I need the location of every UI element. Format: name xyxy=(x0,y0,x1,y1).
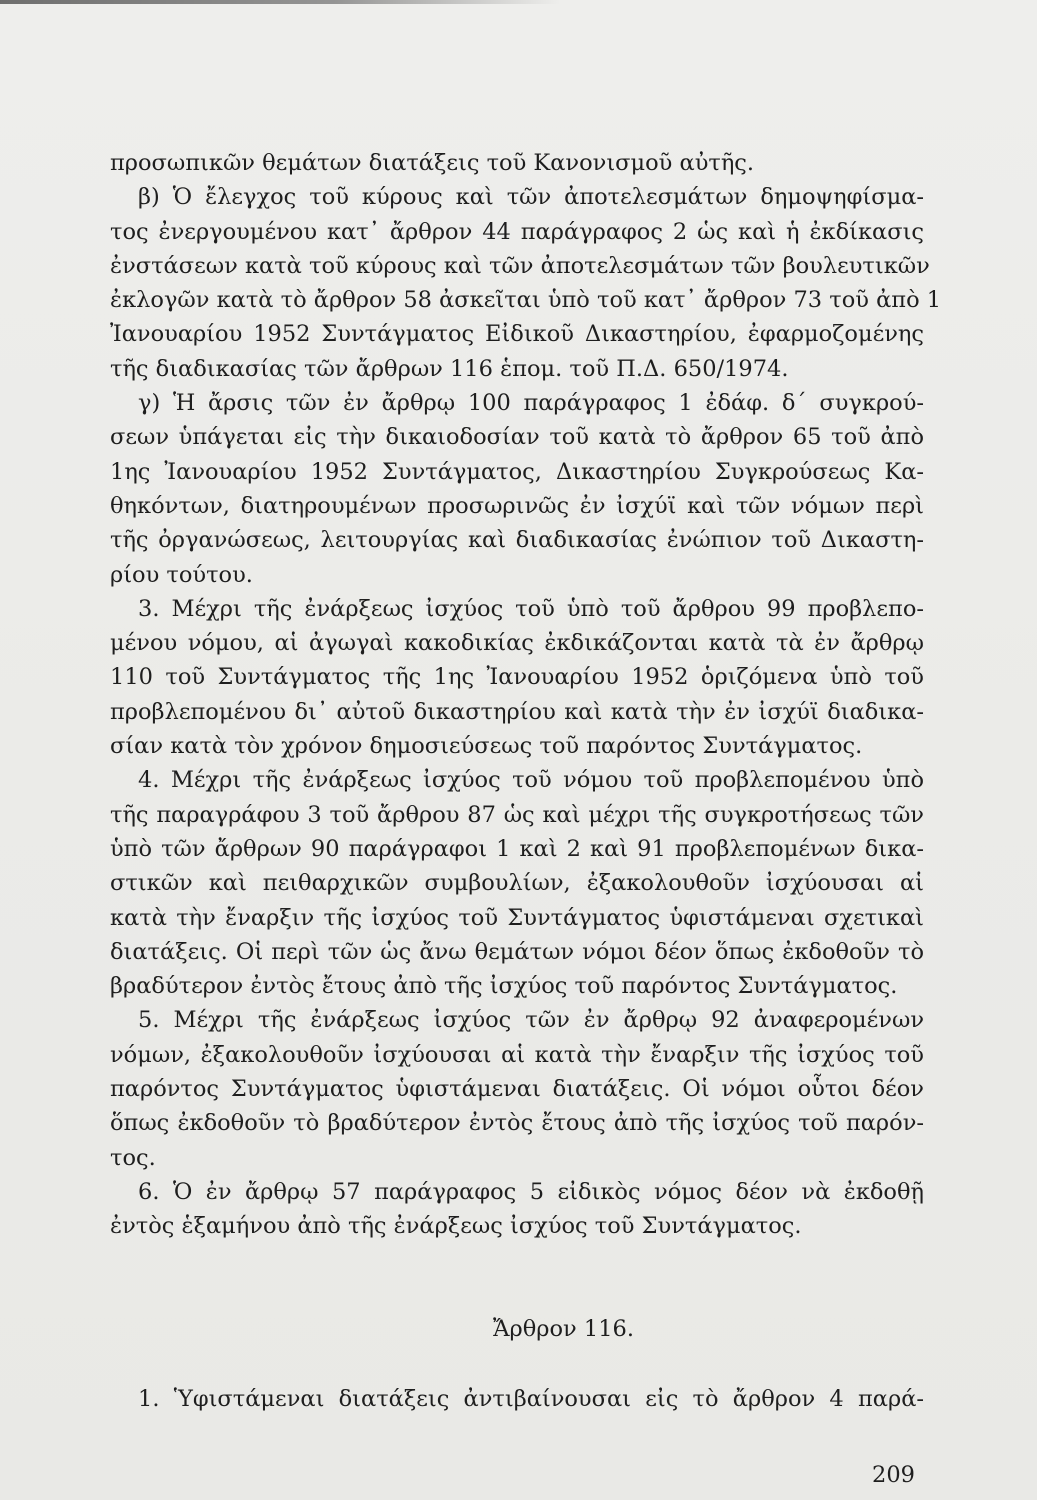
text-line: ρίου τούτου. xyxy=(110,561,253,588)
text-line: 110 τοῦ Συντάγματος τῆς 1ης Ἰανουαρίου 1952 ὁριζόμενα ὑπὸ τοῦ xyxy=(110,664,924,691)
text-line: μένου νόμου, αἱ ἀγωγαὶ κακοδικίας ἐκδικάζονται κατὰ τὰ ἐν ἄρθρῳ xyxy=(110,630,924,657)
text-line: ὅπως ἐκδοθοῦν τὸ βραδύτερον ἐντὸς ἔτους ἀπὸ τῆς ἰσχύος τοῦ παρόν- xyxy=(110,1110,924,1137)
text-line: στικῶν καὶ πειθαρχικῶν συμβουλίων, ἐξακολουθοῦν ἰσχύουσαι αἱ xyxy=(110,870,924,897)
text-line: 4. Μέχρι τῆς ἐνάρξεως ἰσχύος τοῦ νόμου τοῦ προβλεπομένου ὑπὸ xyxy=(138,767,924,794)
text-line: ἐντὸς ἑξαμήνου ἀπὸ τῆς ἐνάρξεως ἰσχύος τοῦ Συντάγματος. xyxy=(110,1213,802,1240)
text-line: τος ἐνεργουμένου κατ᾽ ἄρθρον 44 παράγραφος 2 ὡς καὶ ἡ ἐκδίκασις xyxy=(110,218,924,245)
text-line: 3. Μέχρι τῆς ἐνάρξεως ἰσχύος τοῦ ὑπὸ τοῦ ἄρθρου 99 προβλεπο- xyxy=(138,595,924,622)
text-line: ὑπὸ τῶν ἄρθρων 90 παράγραφοι 1 καὶ 2 καὶ 91 προβλεπομένων δικα- xyxy=(110,835,924,862)
page-edge-shadow xyxy=(0,0,560,4)
text-line: σίαν κατὰ τὸν χρόνον δημοσιεύσεως τοῦ παρόντος Συντάγματος. xyxy=(110,733,863,760)
page-number: 209 xyxy=(872,1462,915,1488)
text-line: κατὰ τὴν ἔναρξιν τῆς ἰσχύος τοῦ Συντάγματος ὑφιστάμεναι σχετικαὶ xyxy=(110,904,924,931)
text-line: προσωπικῶν θεμάτων διατάξεις τοῦ Κανονισμοῦ αὐτῆς. xyxy=(110,150,755,176)
text-line: ἐκλογῶν κατὰ τὸ ἄρθρον 58 ἀσκεῖται ὑπὸ τοῦ κατ᾽ ἄρθρον 73 τοῦ ἀπὸ 1 xyxy=(110,287,942,314)
text-line: τῆς διαδικασίας τῶν ἄρθρων 116 ἑπομ. τοῦ Π.Δ. 650/1974. xyxy=(110,355,789,382)
text-line: παρόντος Συντάγματος ὑφιστάμεναι διατάξεις. Οἱ νόμοι οὗτοι δέον xyxy=(110,1076,924,1103)
article-116-paragraph-1: 1. Ὑφιστάμεναι διατάξεις ἀντιβαίνουσαι εἰς τὸ ἄρθρον 4 παρά- xyxy=(138,1386,924,1412)
text-line: προβλεπομένου δι᾽ αὐτοῦ δικαστηρίου καὶ κατὰ τὴν ἐν ἰσχύϊ διαδικα- xyxy=(110,698,924,725)
text-line: τῆς ὀργανώσεως, λειτουργίας καὶ διαδικασίας ἐνώπιον τοῦ Δικαστη- xyxy=(110,527,924,554)
text-line: 5. Μέχρι τῆς ἐνάρξεως ἰσχύος τῶν ἐν ἄρθρῳ 92 ἀναφερομένων xyxy=(138,1007,924,1034)
text-line: διατάξεις. Οἱ περὶ τῶν ὡς ἄνω θεμάτων νόμοι δέον ὅπως ἐκδοθοῦν τὸ xyxy=(110,938,924,965)
text-line: 1ης Ἰανουαρίου 1952 Συντάγματος, Δικαστηρίου Συγκρούσεως Κα- xyxy=(110,458,924,485)
text-line: β) Ὁ ἔλεγχος τοῦ κύρους καὶ τῶν ἀποτελεσμάτων δημοψηφίσμα- xyxy=(138,184,924,211)
text-line: θηκόντων, διατηρουμένων προσωρινῶς ἐν ἰσχύϊ καὶ τῶν νόμων περὶ xyxy=(110,492,924,519)
body-text xyxy=(110,146,942,1244)
text-line: γ) Ἡ ἄρσις τῶν ἐν ἄρθρῳ 100 παράγραφος 1 ἐδάφ. δ΄ συγκρού- xyxy=(138,390,924,417)
text-line: 6. Ὁ ἐν ἄρθρῳ 57 παράγραφος 5 εἰδικὸς νόμος δέον νὰ ἐκδοθῇ xyxy=(138,1178,924,1205)
text-line: ἐνστάσεων κατὰ τοῦ κύρους καὶ τῶν ἀποτελεσμάτων τῶν βουλευτικῶν xyxy=(110,252,930,279)
text-line: νόμων, ἐξακολουθοῦν ἰσχύουσαι αἱ κατὰ τὴν ἔναρξιν τῆς ἰσχύος τοῦ xyxy=(110,1041,924,1068)
article-heading: Ἄρθρον 116. xyxy=(493,1316,634,1342)
text-line: τος. xyxy=(110,1144,156,1171)
text-line: σεων ὑπάγεται εἰς τὴν δικαιοδοσίαν τοῦ κατὰ τὸ ἄρθρον 65 τοῦ ἀπὸ xyxy=(110,424,924,451)
text-line: Ἰανουαρίου 1952 Συντάγματος Εἰδικοῦ Δικαστηρίου, ἐφαρμοζομένης xyxy=(110,321,924,348)
text-line: βραδύτερον ἐντὸς ἔτους ἀπὸ τῆς ἰσχύος τοῦ παρόντος Συντάγματος. xyxy=(110,973,898,1000)
text-line: τῆς παραγράφου 3 τοῦ ἄρθρου 87 ὡς καὶ μέχρι τῆς συγκροτήσεως τῶν xyxy=(110,801,924,828)
